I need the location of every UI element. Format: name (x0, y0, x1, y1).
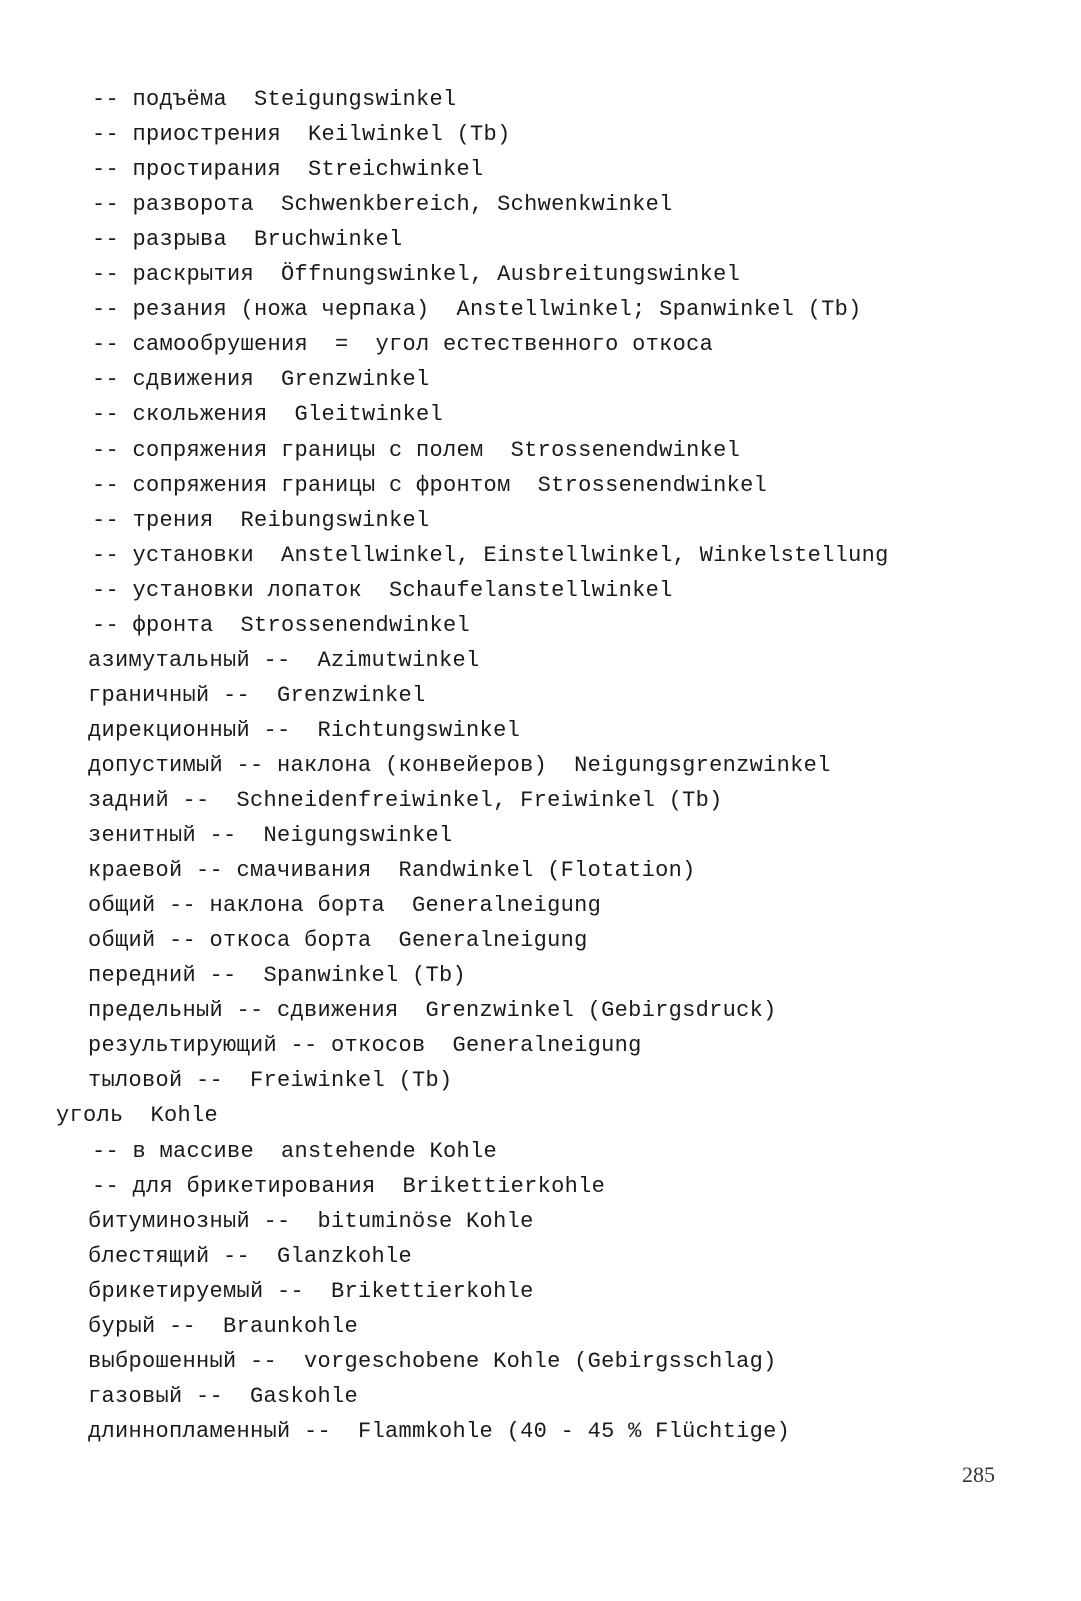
sub-entry: -- фронта Strossenendwinkel (92, 612, 471, 638)
sub-entry: -- сдвижения Grenzwinkel (92, 367, 430, 393)
compound-entry: битуминозный -- bituminöse Kohle (88, 1208, 534, 1234)
compound-entry: блестящий -- Glanzkohle (88, 1243, 413, 1269)
sub-entry: -- трения Reibungswinkel (92, 507, 430, 533)
compound-entry: зенитный -- Neigungswinkel (88, 823, 453, 849)
compound-entry: тыловой -- Freiwinkel (Tb) (88, 1068, 453, 1094)
compound-entry: задний -- Schneidenfreiwinkel, Freiwinkel (Tb) (88, 788, 723, 813)
compound-entry: выброшенный -- vorgeschobene Kohle (Gebirgsschlag) (88, 1348, 777, 1374)
compound-entry: краевой -- смачивания Randwinkel (Flotation) (88, 858, 696, 884)
sub-entry: -- в массиве anstehende Kohle (92, 1138, 498, 1164)
sub-entry: -- сопряжения границы с полем Strossenendwinkel (92, 437, 741, 463)
compound-entry: общий -- наклона борта Generalneigung (88, 893, 602, 919)
compound-entry: допустимый -- наклона (конвейеров) Neigungsgrenzwinkel (88, 752, 831, 778)
sub-entry: -- простирания Streichwinkel (92, 157, 484, 183)
sub-entry: -- разрыва Bruchwinkel (92, 227, 403, 253)
sub-entry: -- резания (ножа черпака) Anstellwinkel; Spanwinkel (Tb) (92, 297, 862, 323)
compound-entry: общий -- откоса борта Generalneigung (88, 928, 588, 954)
compound-entry: дирекционный -- Richtungswinkel (88, 717, 521, 743)
compound-entry: газовый -- Gaskohle (88, 1383, 359, 1409)
sub-entry: -- установки лопаток Schaufelanstellwinkel (92, 577, 673, 603)
sub-entry: -- установки Anstellwinkel, Einstellwinkel, Winkelstellung (92, 542, 889, 568)
sub-entry: -- разворота Schwenkbereich, Schwenkwinkel (92, 192, 673, 218)
compound-entry: граничный -- Grenzwinkel (88, 682, 426, 708)
sub-entry: -- приострения Keilwinkel (Tb) (92, 122, 511, 148)
compound-entry: бурый -- Braunkohle (88, 1313, 359, 1339)
sub-entry: -- раскрытия Öffnungswinkel, Ausbreitungswinkel (92, 262, 741, 288)
page-number: 285 (962, 1462, 995, 1487)
sub-entry: -- сопряжения границы с фронтом Strossenendwinkel (92, 472, 768, 498)
sub-entry: -- подъёма Steigungswinkel (92, 87, 457, 112)
compound-entry: предельный -- сдвижения Grenzwinkel (Gebirgsdruck) (88, 998, 777, 1024)
sub-entry: -- самообрушения = угол естественного откоса (92, 332, 714, 358)
sub-entry: -- скольжения Gleitwinkel (92, 402, 444, 428)
compound-entry: длиннопламенный -- Flammkohle (40 - 45 % Flüchtige) (88, 1418, 791, 1444)
compound-entry: азимутальный -- Azimutwinkel (88, 647, 480, 673)
compound-entry: брикетируемый -- Brikettierkohle (88, 1278, 534, 1304)
sub-entry: -- для брикетирования Brikettierkohle (92, 1173, 606, 1199)
headword: уголь Kohle (56, 1103, 219, 1129)
compound-entry: передний -- Spanwinkel (Tb) (88, 963, 467, 989)
compound-entry: результирующий -- откосов Generalneigung (88, 1033, 642, 1059)
